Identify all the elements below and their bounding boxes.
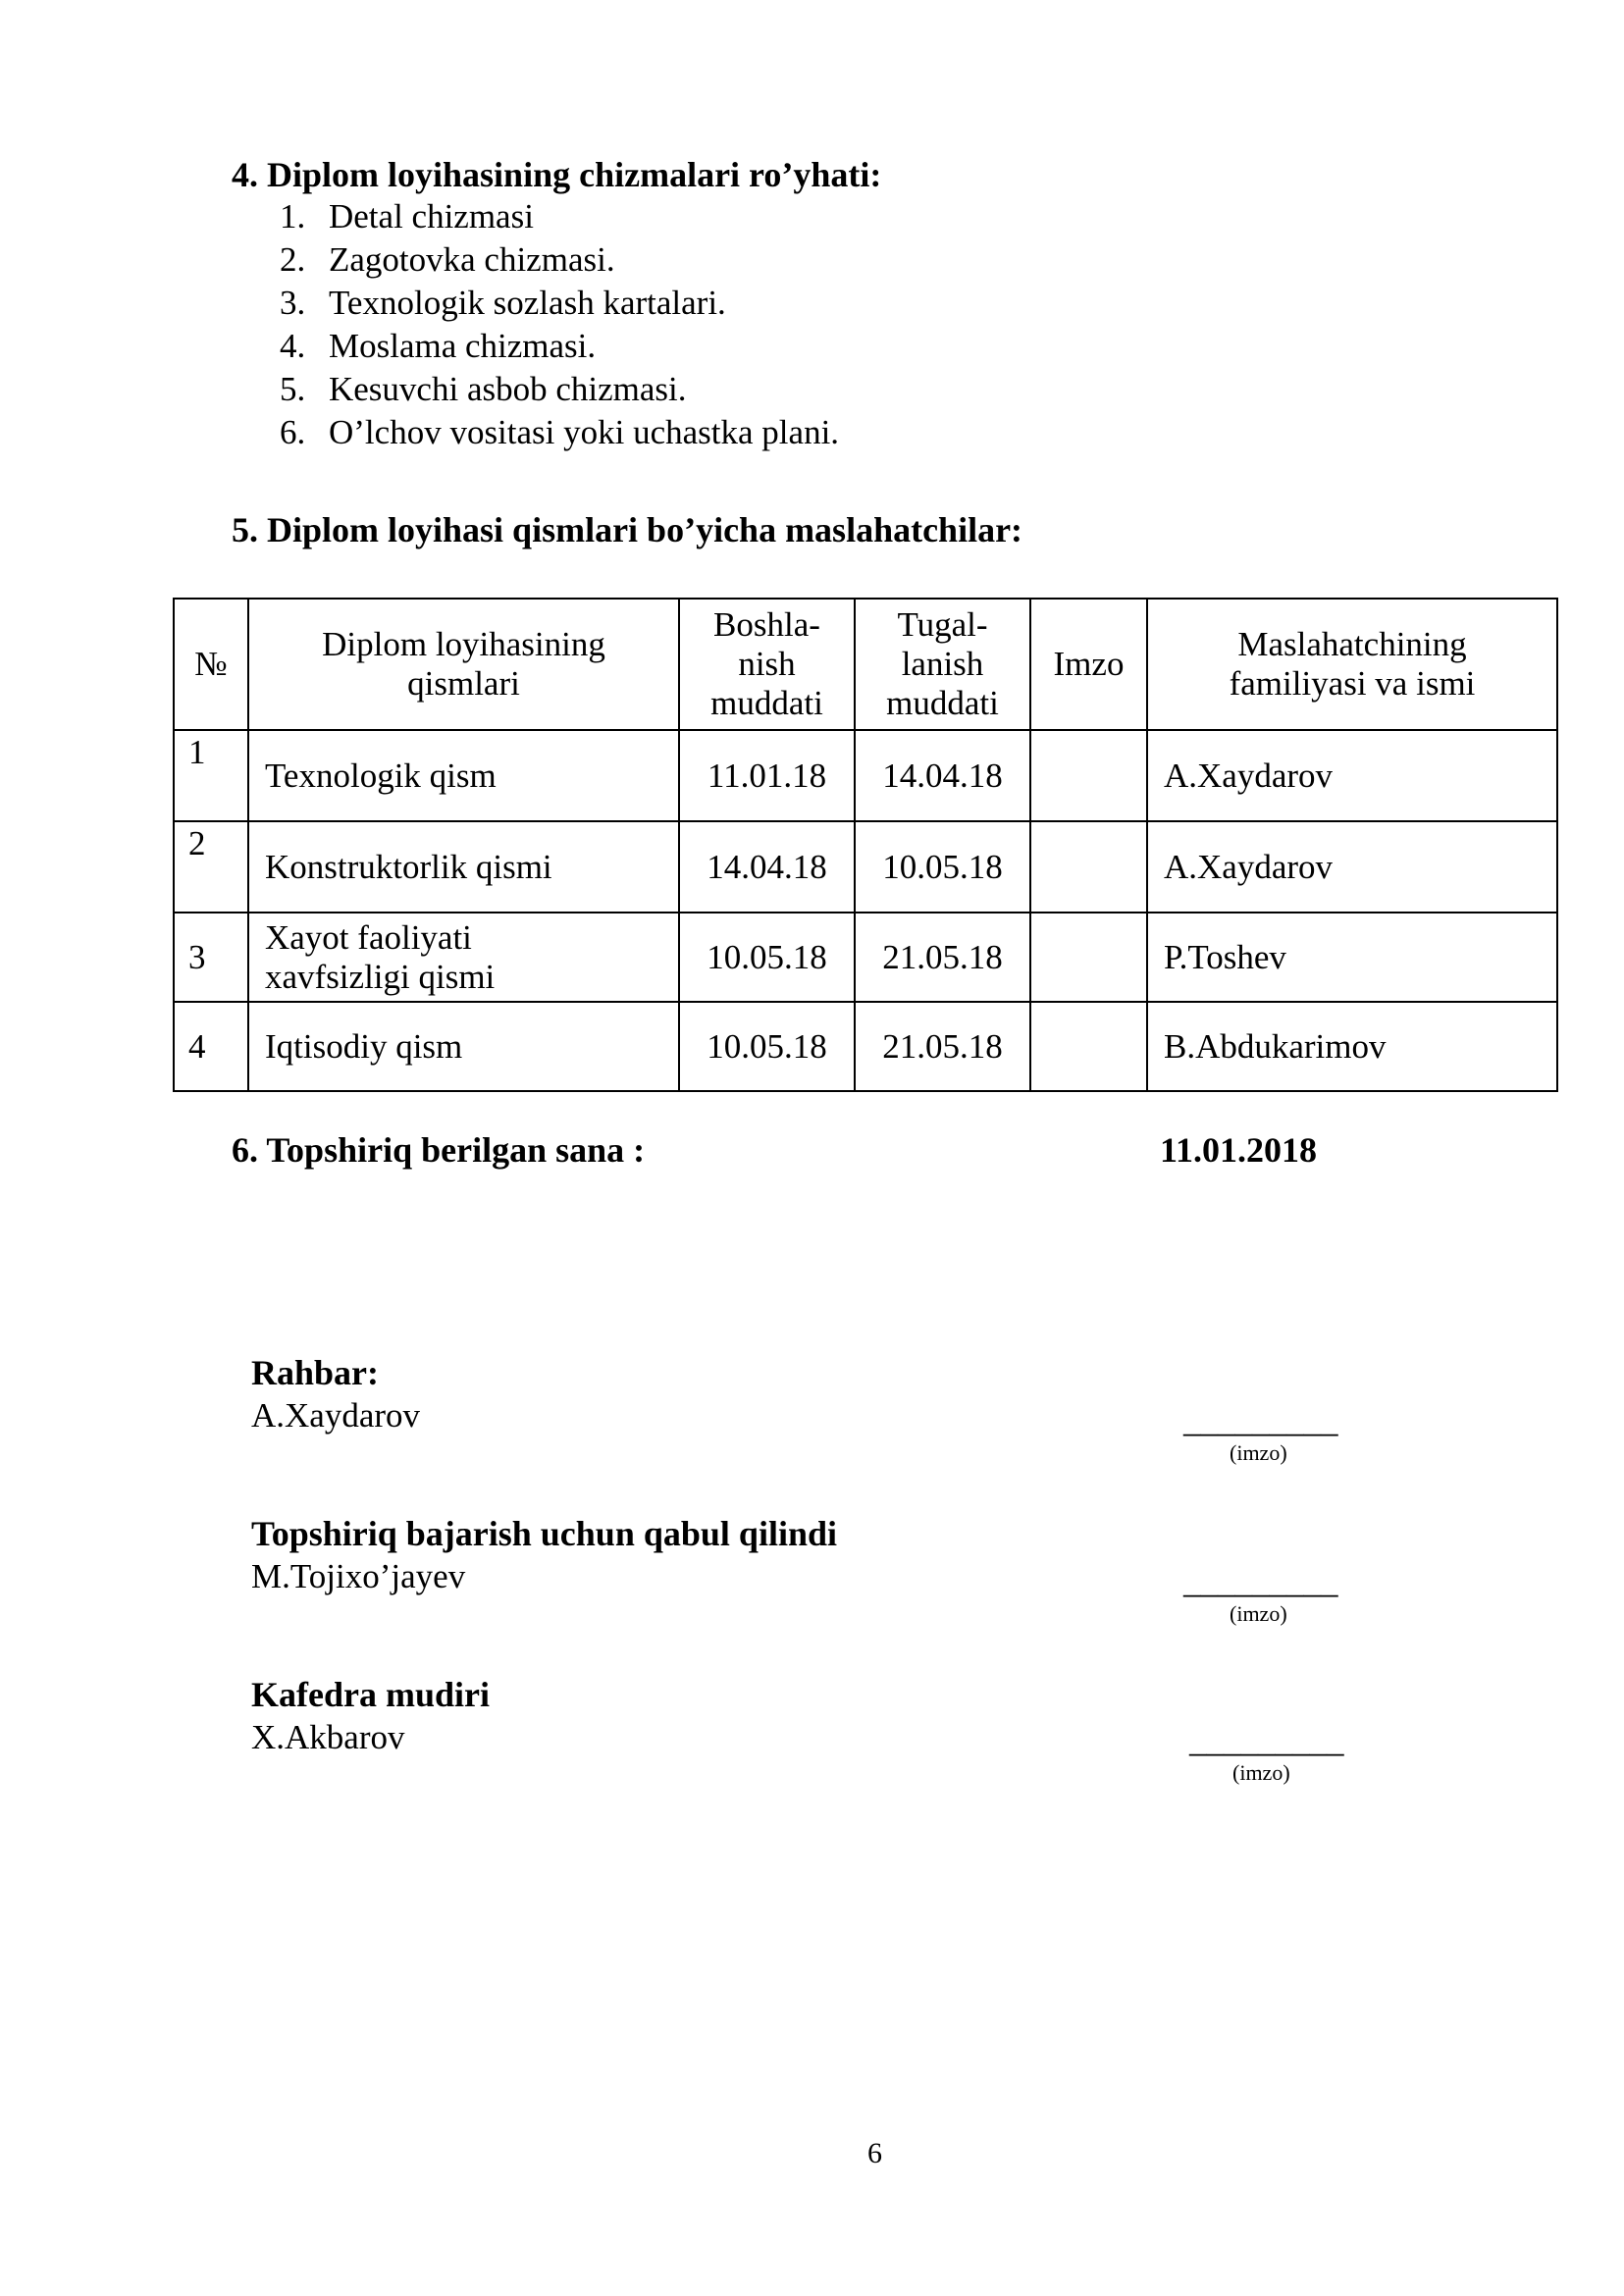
row-num: 3 bbox=[174, 913, 248, 1002]
row-num: 4 bbox=[174, 1002, 248, 1091]
row-advisor: A.Xaydarov bbox=[1147, 821, 1557, 913]
col-header-start: Boshla- nish muddati bbox=[679, 599, 855, 730]
signature-line: _________ bbox=[1183, 1562, 1338, 1600]
row-advisor: A.Xaydarov bbox=[1147, 730, 1557, 821]
signature-line: _________ bbox=[1189, 1721, 1344, 1759]
row-num: 1 bbox=[174, 730, 248, 821]
row-start-date: 10.05.18 bbox=[679, 913, 855, 1002]
row-advisor: P.Toshev bbox=[1147, 913, 1557, 1002]
signature-name-accepted: M.Tojixo’jayev bbox=[251, 1557, 466, 1595]
table-row bbox=[174, 913, 1557, 1002]
list-item: 3. Texnologik sozlash kartalari. bbox=[280, 284, 726, 322]
list-item: 2. Zagotovka chizmasi. bbox=[280, 240, 615, 279]
row-part: Konstruktorlik qismi bbox=[248, 821, 679, 913]
row-signature bbox=[1030, 730, 1147, 821]
row-signature bbox=[1030, 1002, 1147, 1091]
row-end-date: 10.05.18 bbox=[855, 821, 1030, 913]
row-signature bbox=[1030, 821, 1147, 913]
signature-role-supervisor: Rahbar: bbox=[251, 1353, 380, 1392]
signature-caption: (imzo) bbox=[1230, 1601, 1287, 1626]
col-header-signature: Imzo bbox=[1030, 599, 1147, 730]
list-item: 5. Kesuvchi asbob chizmasi. bbox=[280, 370, 687, 408]
row-signature bbox=[1030, 913, 1147, 1002]
page-number: 6 bbox=[867, 2137, 882, 2169]
signature-caption: (imzo) bbox=[1230, 1440, 1287, 1465]
drawings-list bbox=[280, 195, 839, 454]
row-part: Iqtisodiy qism bbox=[248, 1002, 679, 1091]
section-4-heading: 4. Diplom loyihasining chizmalari ro’yhati: bbox=[232, 155, 882, 194]
row-start-date: 14.04.18 bbox=[679, 821, 855, 913]
row-end-date: 21.05.18 bbox=[855, 1002, 1030, 1091]
row-num: 2 bbox=[174, 821, 248, 913]
list-item: 6. O’lchov vositasi yoki uchastka plani. bbox=[280, 413, 840, 451]
table-row bbox=[174, 730, 1557, 821]
signature-role-accepted: Topshiriq bajarish uchun qabul qilindi bbox=[251, 1514, 837, 1553]
row-end-date: 21.05.18 bbox=[855, 913, 1030, 1002]
section-6-label: 6. Topshiriq berilgan sana : bbox=[232, 1130, 646, 1170]
row-part: Texnologik qism bbox=[248, 730, 679, 821]
section-5-heading: 5. Diplom loyihasi qismlari bo’yicha maslahatchilar: bbox=[232, 510, 1023, 549]
table-row bbox=[174, 1002, 1557, 1091]
row-start-date: 10.05.18 bbox=[679, 1002, 855, 1091]
col-header-part: Diplom loyihasining qismlari bbox=[248, 599, 679, 730]
list-item: 4. Moslama chizmasi. bbox=[280, 327, 597, 365]
assignment-date: 11.01.2018 bbox=[1160, 1130, 1318, 1170]
row-end-date: 14.04.18 bbox=[855, 730, 1030, 821]
col-header-end: Tugal- lanish muddati bbox=[855, 599, 1030, 730]
row-advisor: B.Abdukarimov bbox=[1147, 1002, 1557, 1091]
signature-name-supervisor: A.Xaydarov bbox=[251, 1396, 421, 1435]
row-part: Xayot faoliyati xavfsizligi qismi bbox=[248, 913, 679, 1002]
list-item: 1. Detal chizmasi bbox=[280, 197, 534, 235]
signature-name-head: X.Akbarov bbox=[251, 1718, 405, 1756]
row-start-date: 11.01.18 bbox=[679, 730, 855, 821]
signature-line: _________ bbox=[1183, 1401, 1338, 1439]
table-header-row bbox=[174, 599, 1557, 730]
signature-caption: (imzo) bbox=[1232, 1760, 1290, 1785]
table-row bbox=[174, 821, 1557, 913]
advisors-table bbox=[173, 598, 1558, 1092]
signature-role-head: Kafedra mudiri bbox=[251, 1675, 490, 1714]
col-header-advisor: Maslahatchining familiyasi va ismi bbox=[1147, 599, 1557, 730]
col-header-num: № bbox=[174, 599, 248, 730]
